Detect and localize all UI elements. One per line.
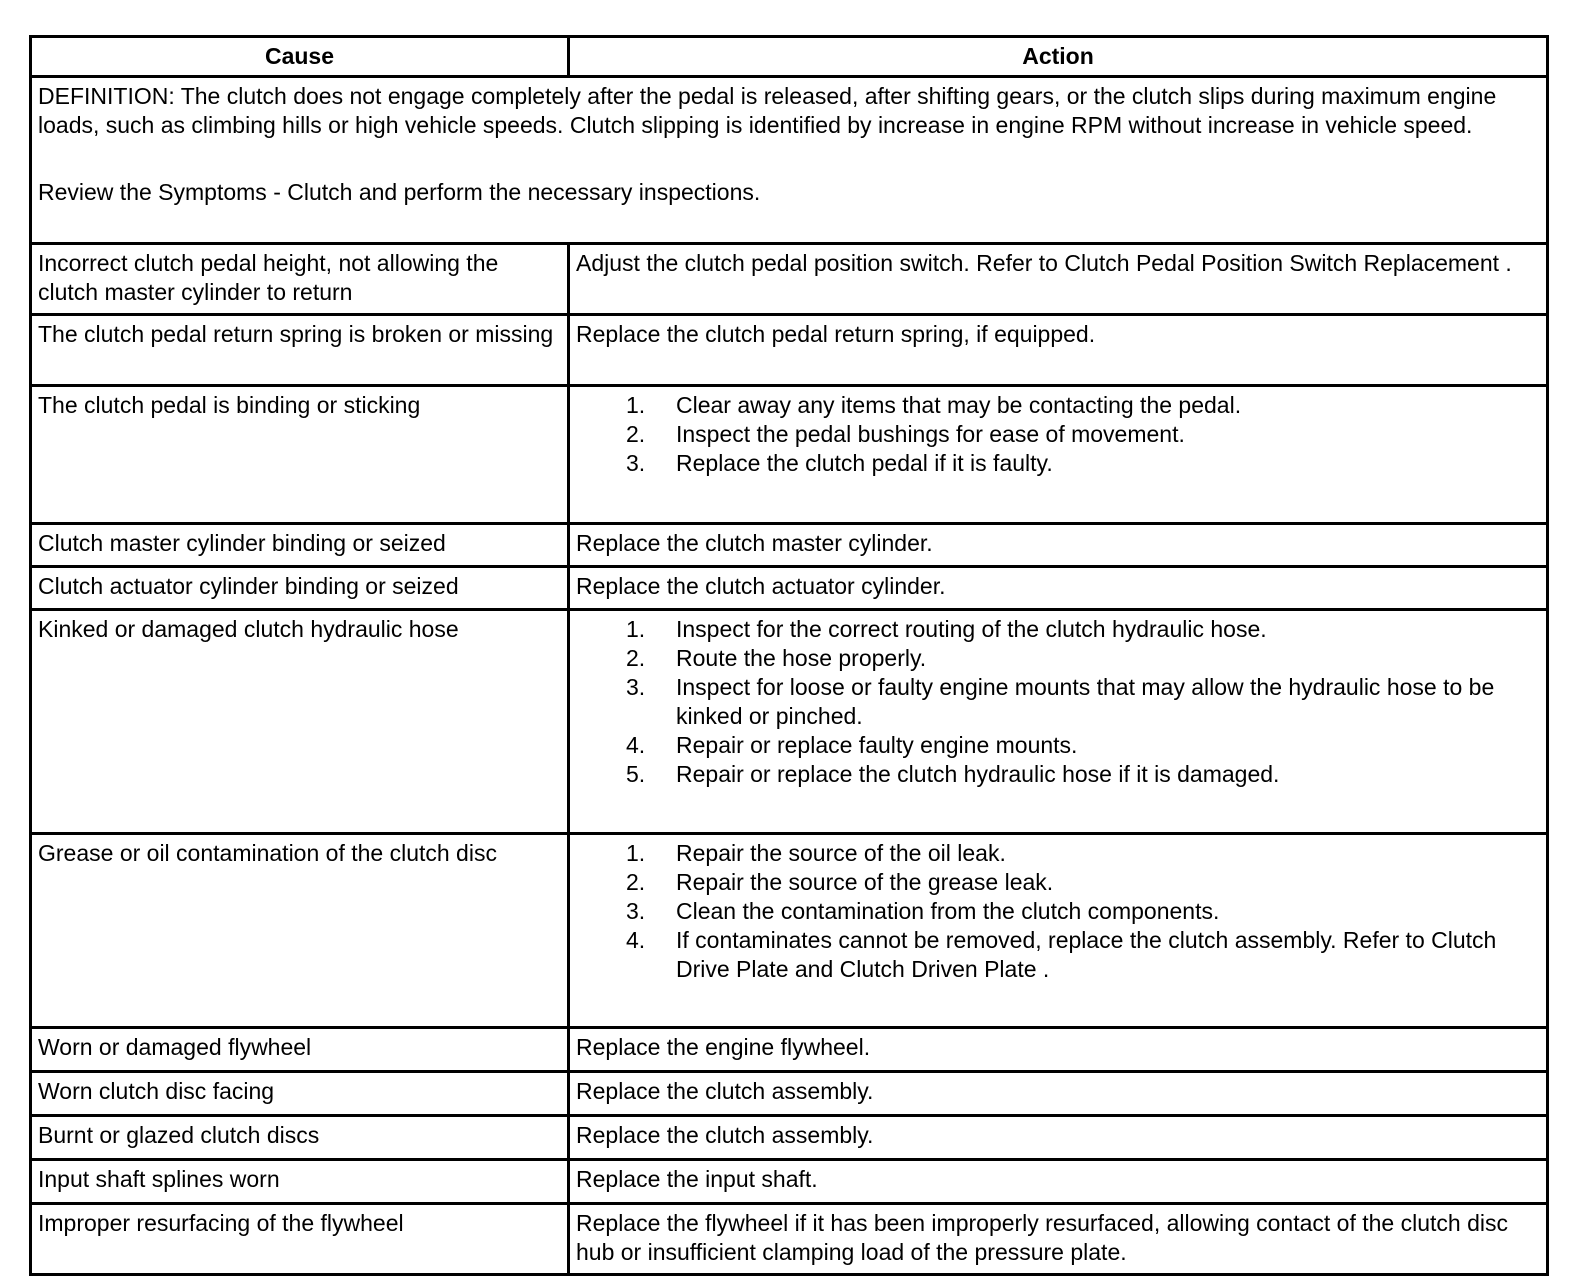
step-number: 1. xyxy=(626,840,646,866)
action-cell: Replace the input shaft. xyxy=(569,1160,1548,1204)
action-steps-list xyxy=(576,391,1540,478)
step-text: Inspect for loose or faulty engine mounts that may allow the hydraulic hose to be kinked or pinched. xyxy=(676,674,1495,729)
table-row xyxy=(31,315,1548,386)
action-step xyxy=(626,868,1540,897)
step-number: 2. xyxy=(626,421,646,447)
step-text: Clean the contamination from the clutch components. xyxy=(676,898,1220,924)
definition-cell xyxy=(31,77,1548,244)
step-text: Inspect the pedal bushings for ease of movement. xyxy=(676,421,1185,447)
action-cell: Replace the clutch master cylinder. xyxy=(569,524,1548,567)
table-row xyxy=(31,1204,1548,1275)
step-text: Repair the source of the oil leak. xyxy=(676,840,1006,866)
cause-cell: Input shaft splines worn xyxy=(31,1160,569,1204)
step-text: If contaminates cannot be removed, replace the clutch assembly. Refer to Clutch Drive Plate and Clutch Driven Plate . xyxy=(676,927,1497,982)
action-cell: Replace the clutch pedal return spring, if equipped. xyxy=(569,315,1548,386)
step-text: Repair or replace faulty engine mounts. xyxy=(676,732,1078,758)
table-row xyxy=(31,1072,1548,1116)
action-step xyxy=(626,673,1540,731)
step-text: Repair the source of the grease leak. xyxy=(676,869,1054,895)
table-row xyxy=(31,1028,1548,1072)
table-row xyxy=(31,386,1548,524)
action-cell: Replace the engine flywheel. xyxy=(569,1028,1548,1072)
step-number: 1. xyxy=(626,616,646,642)
step-number: 3. xyxy=(626,450,646,476)
step-number: 4. xyxy=(626,732,646,758)
action-step xyxy=(626,897,1540,926)
table-row xyxy=(31,524,1548,567)
action-step xyxy=(626,644,1540,673)
action-step xyxy=(626,760,1540,789)
definition-row xyxy=(31,77,1548,244)
cause-cell: Clutch master cylinder binding or seized xyxy=(31,524,569,567)
cause-cell: Incorrect clutch pedal height, not allowing the clutch master cylinder to return xyxy=(31,244,569,315)
step-number: 1. xyxy=(626,392,646,418)
cause-cell: Grease or oil contamination of the clutch disc xyxy=(31,834,569,1028)
action-cell: Replace the clutch actuator cylinder. xyxy=(569,567,1548,610)
step-text: Inspect for the correct routing of the clutch hydraulic hose. xyxy=(676,616,1267,642)
action-step xyxy=(626,449,1540,478)
cause-cell: The clutch pedal is binding or sticking xyxy=(31,386,569,524)
cause-cell: Improper resurfacing of the flywheel xyxy=(31,1204,569,1275)
table-row xyxy=(31,244,1548,315)
step-number: 3. xyxy=(626,898,646,924)
table-row xyxy=(31,834,1548,1028)
action-step xyxy=(626,615,1540,644)
action-cell: Replace the flywheel if it has been improperly resurfaced, allowing contact of the clutch disc hub or insufficient clamping load of the pressure plate. xyxy=(569,1204,1548,1275)
action-steps-list xyxy=(576,615,1540,789)
action-step xyxy=(626,926,1540,984)
table-row xyxy=(31,1160,1548,1204)
cause-cell: Worn clutch disc facing xyxy=(31,1072,569,1116)
action-step xyxy=(626,391,1540,420)
action-cell: Replace the clutch assembly. xyxy=(569,1072,1548,1116)
table-row xyxy=(31,567,1548,610)
cause-cell: The clutch pedal return spring is broken or missing xyxy=(31,315,569,386)
step-text: Clear away any items that may be contacting the pedal. xyxy=(676,392,1242,418)
step-number: 3. xyxy=(626,674,646,700)
step-text: Repair or replace the clutch hydraulic hose if it is damaged. xyxy=(676,761,1280,787)
action-cell xyxy=(569,834,1548,1028)
action-header: Action xyxy=(569,37,1548,77)
step-text: Replace the clutch pedal if it is faulty. xyxy=(676,450,1053,476)
action-cell: Replace the clutch assembly. xyxy=(569,1116,1548,1160)
action-cell xyxy=(569,386,1548,524)
header-row xyxy=(31,37,1548,77)
action-cell: Adjust the clutch pedal position switch. Refer to Clutch Pedal Position Switch Replacement . xyxy=(569,244,1548,315)
action-step xyxy=(626,839,1540,868)
definition-text: DEFINITION: The clutch does not engage completely after the pedal is released, after shifting gears, or the clutch slips during maximum engine loads, such as climbing hills or high vehicle speeds. Clutch slipping is identified by increase in engine RPM without increase in vehicle speed. xyxy=(38,83,1497,138)
step-number: 4. xyxy=(626,927,646,953)
diagnostic-table xyxy=(29,35,1549,1276)
step-number: 2. xyxy=(626,869,646,895)
review-text: Review the Symptoms - Clutch and perform the necessary inspections. xyxy=(38,179,761,205)
step-text: Route the hose properly. xyxy=(676,645,927,671)
table-row xyxy=(31,610,1548,834)
cause-cell: Worn or damaged flywheel xyxy=(31,1028,569,1072)
cause-cell: Burnt or glazed clutch discs xyxy=(31,1116,569,1160)
cause-cell: Kinked or damaged clutch hydraulic hose xyxy=(31,610,569,834)
table-row xyxy=(31,1116,1548,1160)
cause-header: Cause xyxy=(31,37,569,77)
action-step xyxy=(626,731,1540,760)
action-cell xyxy=(569,610,1548,834)
step-number: 2. xyxy=(626,645,646,671)
action-step xyxy=(626,420,1540,449)
step-number: 5. xyxy=(626,761,646,787)
action-steps-list xyxy=(576,839,1540,984)
cause-cell: Clutch actuator cylinder binding or seized xyxy=(31,567,569,610)
